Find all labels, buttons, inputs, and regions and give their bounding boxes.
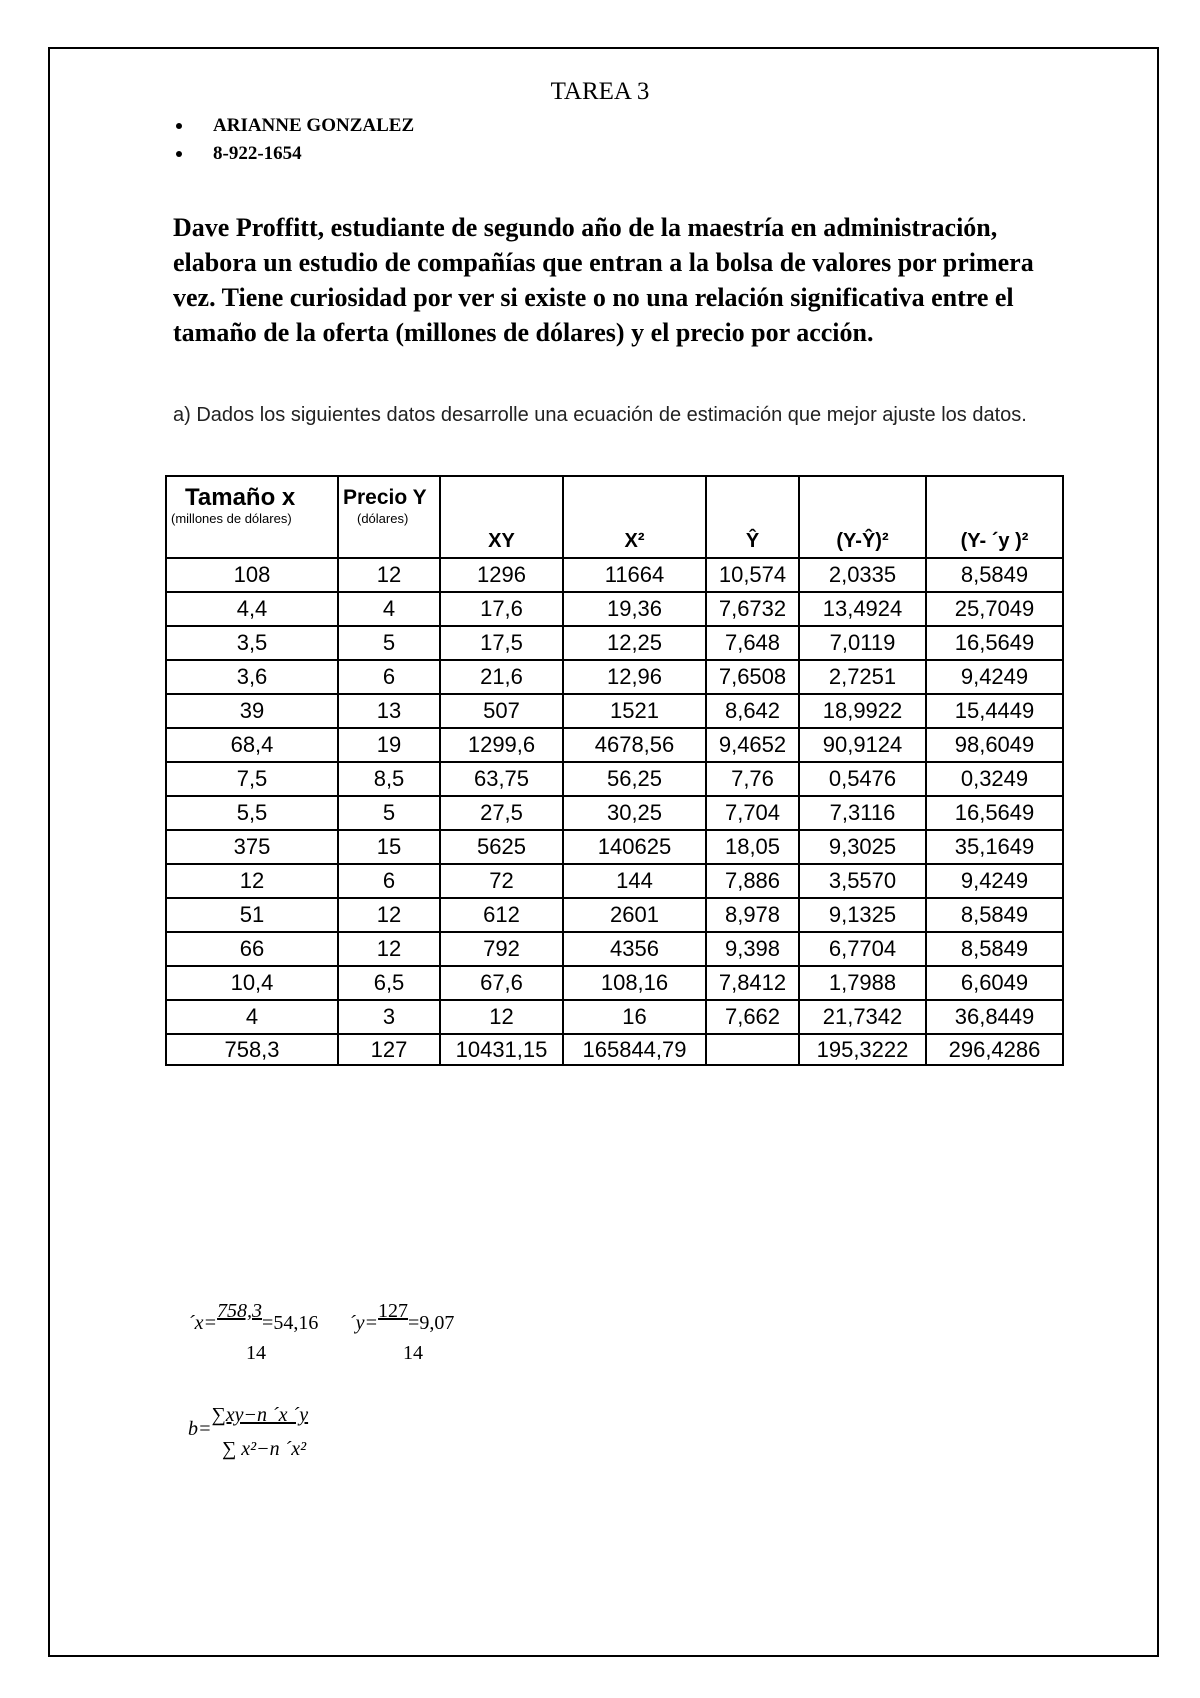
mean-y-formula: ´y=127=9,07 14: [349, 1300, 455, 1364]
table-cell: 7,6508: [706, 660, 799, 694]
table-cell: 8,5: [338, 762, 440, 796]
table-body: [166, 558, 1063, 1065]
table-cell: 7,886: [706, 864, 799, 898]
table-cell: 63,75: [440, 762, 563, 796]
table-cell: 98,6049: [926, 728, 1063, 762]
table-cell: 6,5: [338, 966, 440, 1000]
table-cell: 13: [338, 694, 440, 728]
table-cell: 7,6732: [706, 592, 799, 626]
table-cell: 4356: [563, 932, 706, 966]
table-row: [166, 728, 1063, 762]
table-cell: 9,4652: [706, 728, 799, 762]
table-cell: 4678,56: [563, 728, 706, 762]
table-cell: 5: [338, 796, 440, 830]
table-cell: 12: [166, 864, 338, 898]
table-cell: 66: [166, 932, 338, 966]
table-cell: 12: [338, 558, 440, 592]
table-cell: 18,9922: [799, 694, 926, 728]
table-cell: 7,8412: [706, 966, 799, 1000]
table-row: [166, 796, 1063, 830]
student-info-list: [168, 112, 414, 168]
table-cell: 1,7988: [799, 966, 926, 1000]
table-cell: 1299,6: [440, 728, 563, 762]
table-cell: 108: [166, 558, 338, 592]
table-cell: 6,6049: [926, 966, 1063, 1000]
table-cell: 9,398: [706, 932, 799, 966]
table-cell: 3,6: [166, 660, 338, 694]
table-cell: 7,76: [706, 762, 799, 796]
table-cell: 12,25: [563, 626, 706, 660]
question-a: a) Dados los siguientes datos desarrolle una ecuación de estimación que mejor ajuste los datos.: [173, 404, 1027, 426]
table-cell: 1521: [563, 694, 706, 728]
table-cell: 8,5849: [926, 558, 1063, 592]
table-row: [166, 626, 1063, 660]
table-cell: 19: [338, 728, 440, 762]
student-name: ARIANNE GONZALEZ: [168, 112, 414, 140]
table-cell: 7,704: [706, 796, 799, 830]
table-cell: 6: [338, 660, 440, 694]
table-cell: 12: [338, 898, 440, 932]
table-row: [166, 932, 1063, 966]
table-cell: 7,648: [706, 626, 799, 660]
page-title: TAREA 3: [550, 78, 650, 105]
table-cell: 612: [440, 898, 563, 932]
table-cell: 12: [338, 932, 440, 966]
data-table: [165, 475, 1064, 1066]
table-cell: 68,4: [166, 728, 338, 762]
table-header-row: [166, 476, 1063, 558]
header-deviation-squared: (Y- ´y )²: [926, 476, 1063, 558]
table-cell: 51: [166, 898, 338, 932]
table-cell: 16,5649: [926, 796, 1063, 830]
table-cell: 4: [338, 592, 440, 626]
table-cell: 8,978: [706, 898, 799, 932]
table-cell: 90,9124: [799, 728, 926, 762]
header-x-squared: X²: [563, 476, 706, 558]
table-cell: 5625: [440, 830, 563, 864]
table-cell: 0,5476: [799, 762, 926, 796]
table-cell: 18,05: [706, 830, 799, 864]
table-cell: 15: [338, 830, 440, 864]
table-cell: 39: [166, 694, 338, 728]
table-row: [166, 898, 1063, 932]
table-cell: 140625: [563, 830, 706, 864]
header-xy: XY: [440, 476, 563, 558]
table-cell: 72: [440, 864, 563, 898]
table-cell: 0,3249: [926, 762, 1063, 796]
table-cell: 9,4249: [926, 864, 1063, 898]
table-cell: 3,5570: [799, 864, 926, 898]
table-cell: 19,36: [563, 592, 706, 626]
table-cell: 8,642: [706, 694, 799, 728]
table-cell: 7,5: [166, 762, 338, 796]
total-cell: 296,4286: [926, 1034, 1063, 1065]
total-cell: 165844,79: [563, 1034, 706, 1065]
header-residual-squared: (Y-Ŷ)²: [799, 476, 926, 558]
table-cell: 7,3116: [799, 796, 926, 830]
bullet-icon: [176, 123, 182, 129]
table-row: [166, 592, 1063, 626]
table-cell: 108,16: [563, 966, 706, 1000]
table-row: [166, 694, 1063, 728]
table-cell: 144: [563, 864, 706, 898]
table-cell: 5,5: [166, 796, 338, 830]
header-size: Tamaño x (millones de dólares): [166, 476, 338, 558]
table-cell: 4,4: [166, 592, 338, 626]
table-cell: 16: [563, 1000, 706, 1034]
table-cell: 2,0335: [799, 558, 926, 592]
mean-x-formula: ´x=758,3=54,16 14: [188, 1300, 319, 1364]
table-cell: 15,4449: [926, 694, 1063, 728]
table-cell: 56,25: [563, 762, 706, 796]
table-cell: 17,5: [440, 626, 563, 660]
slope-formula: b=∑xy−n ´x ´y ∑ x²−n ´x²: [188, 1404, 309, 1460]
table-cell: 9,4249: [926, 660, 1063, 694]
table-cell: 35,1649: [926, 830, 1063, 864]
table-cell: 3,5: [166, 626, 338, 660]
table-cell: 6: [338, 864, 440, 898]
student-id: 8-922-1654: [168, 140, 414, 168]
table-row: [166, 1000, 1063, 1034]
table-cell: 1296: [440, 558, 563, 592]
header-price: Precio Y (dólares): [338, 476, 440, 558]
table-cell: 16,5649: [926, 626, 1063, 660]
total-cell: 758,3: [166, 1034, 338, 1065]
problem-statement: Dave Proffitt, estudiante de segundo año de la maestría en administración, elabora un estudio de compañías que entran a la bolsa de valores por primera vez. Tiene curiosidad por ver si existe o no una relación significativa entre el tamaño de la oferta (millones de dólares) y el precio por acción.: [173, 213, 1034, 347]
total-cell: 195,3222: [799, 1034, 926, 1065]
table-cell: 36,8449: [926, 1000, 1063, 1034]
table-cell: 10,574: [706, 558, 799, 592]
table-row: [166, 966, 1063, 1000]
table-cell: 11664: [563, 558, 706, 592]
table-row: [166, 830, 1063, 864]
table-cell: 2,7251: [799, 660, 926, 694]
table-cell: 792: [440, 932, 563, 966]
table-cell: 67,6: [440, 966, 563, 1000]
table-cell: 7,0119: [799, 626, 926, 660]
total-cell: [706, 1034, 799, 1065]
table-cell: 13,4924: [799, 592, 926, 626]
table-row: [166, 660, 1063, 694]
table-row: [166, 864, 1063, 898]
table-cell: 9,1325: [799, 898, 926, 932]
bullet-icon: [176, 151, 182, 157]
table-cell: 25,7049: [926, 592, 1063, 626]
table-cell: 6,7704: [799, 932, 926, 966]
table-cell: 507: [440, 694, 563, 728]
header-y-hat: Ŷ: [706, 476, 799, 558]
table-cell: 12: [440, 1000, 563, 1034]
table-row: [166, 558, 1063, 592]
total-cell: 10431,15: [440, 1034, 563, 1065]
table-cell: 2601: [563, 898, 706, 932]
table-cell: 17,6: [440, 592, 563, 626]
table-cell: 21,6: [440, 660, 563, 694]
table-cell: 5: [338, 626, 440, 660]
table-cell: 3: [338, 1000, 440, 1034]
table-cell: 30,25: [563, 796, 706, 830]
table-row: [166, 762, 1063, 796]
table-cell: 4: [166, 1000, 338, 1034]
table-totals-row: [166, 1034, 1063, 1065]
table-cell: 10,4: [166, 966, 338, 1000]
table-cell: 27,5: [440, 796, 563, 830]
table-cell: 12,96: [563, 660, 706, 694]
table-cell: 8,5849: [926, 932, 1063, 966]
table-cell: 9,3025: [799, 830, 926, 864]
table-cell: 8,5849: [926, 898, 1063, 932]
table-cell: 7,662: [706, 1000, 799, 1034]
total-cell: 127: [338, 1034, 440, 1065]
table-cell: 21,7342: [799, 1000, 926, 1034]
table-cell: 375: [166, 830, 338, 864]
